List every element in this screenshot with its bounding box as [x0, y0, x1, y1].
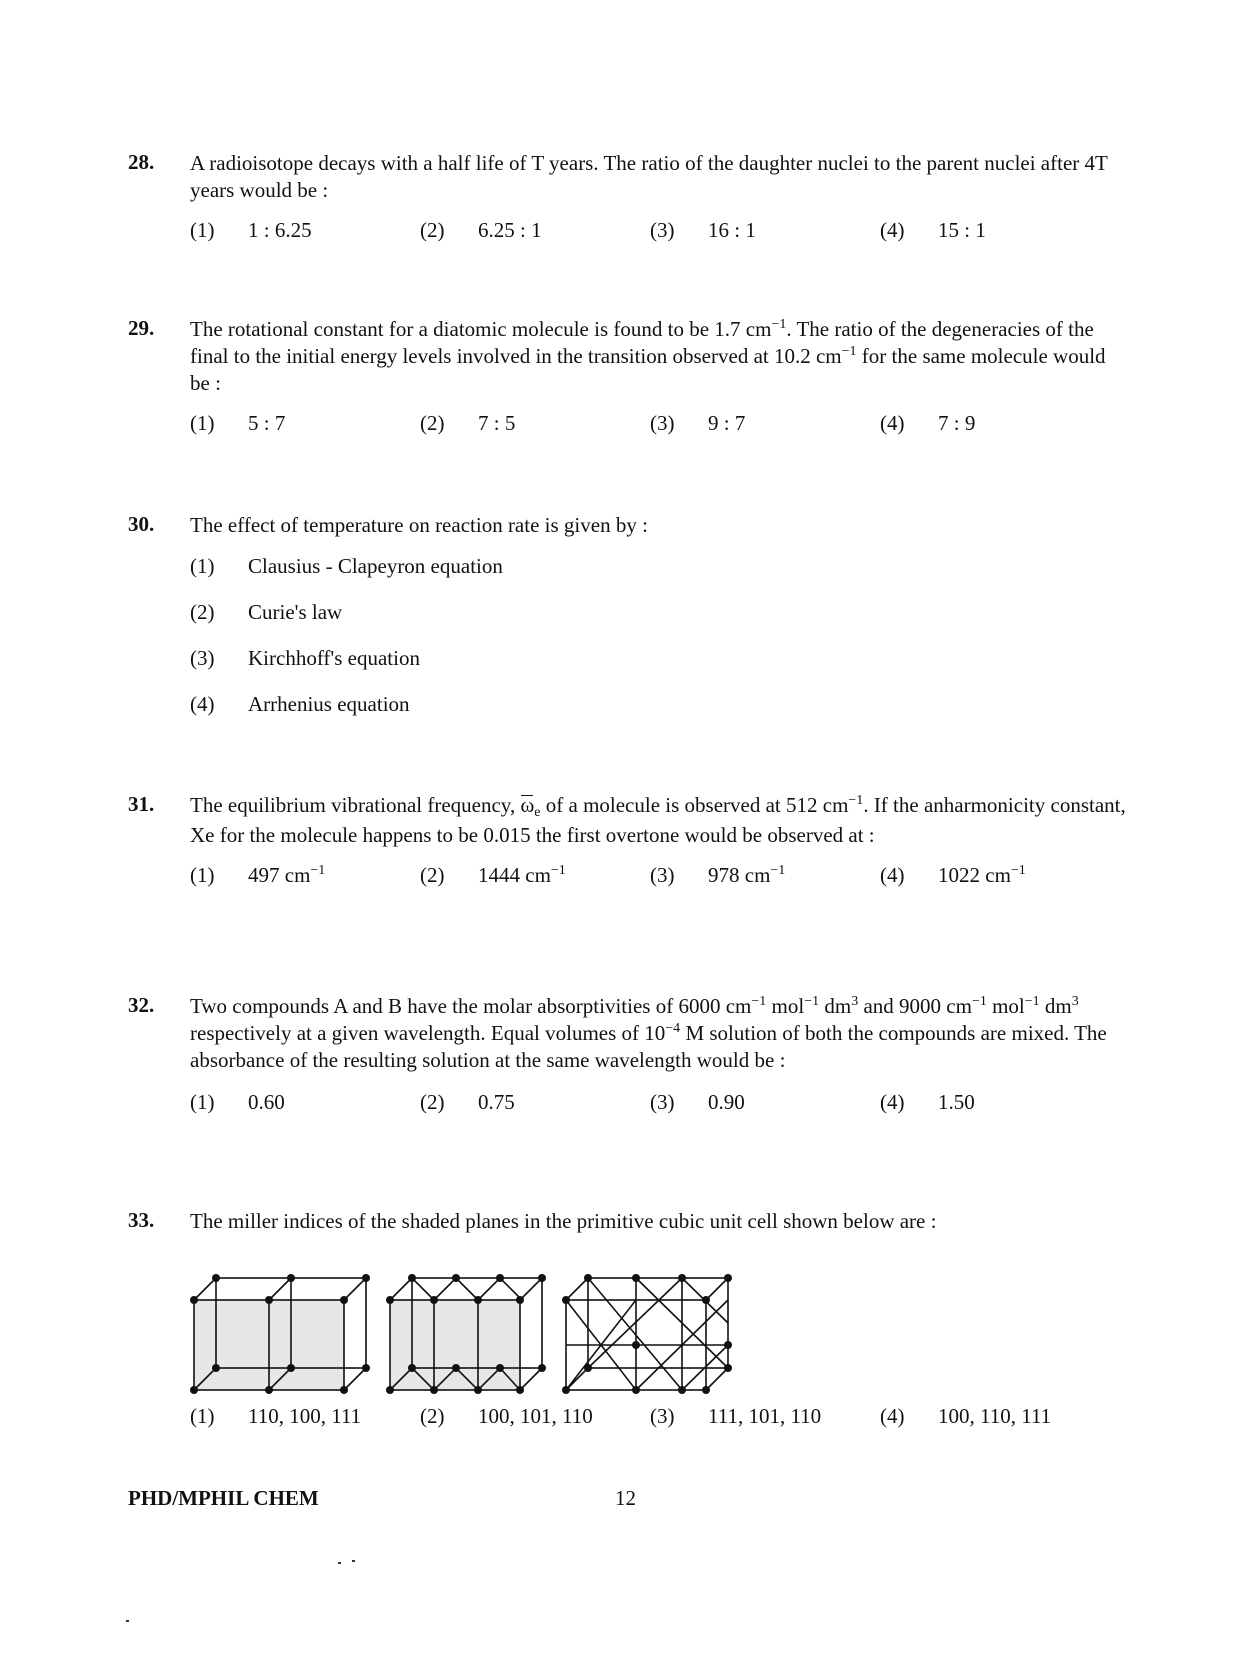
scan-speck: [338, 1562, 341, 1564]
question-31: [128, 792, 1128, 893]
option-1[interactable]: (1) 110, 100, 111: [190, 1404, 362, 1428]
option-2[interactable]: (2) 7 : 5: [420, 411, 516, 435]
question-30: [128, 512, 1128, 735]
option-3[interactable]: (3) 978 $cm^{-1}$: [650, 863, 786, 887]
option-1[interactable]: (1) Clausius - Clapeyron equation: [190, 554, 503, 578]
options-row: [190, 411, 1128, 441]
cell-figure-1: [190, 1274, 370, 1394]
options-row: [190, 1404, 1128, 1434]
page-number: 12: [615, 1486, 636, 1510]
omega-symbol: ω: [520, 793, 535, 817]
question-text: The effect of temperature on reaction rate is given by :: [190, 513, 648, 537]
cell-figure-3: [562, 1274, 732, 1394]
question-33: [128, 1208, 1128, 1235]
option-2[interactable]: (2) 6.25 : 1: [420, 218, 542, 242]
option-4[interactable]: (4) 1022 $cm^{-1}$: [880, 863, 1026, 887]
question-text: Two compounds A and B have the molar absorptivities of 6000 $cm^{-1}$ mol$^{-1}$ $dm^3$ and 9000 $cm^{-1}$ mol$^{-1}$ $dm^3$ respectively at a given wavelength. Equal volumes of $10^{-4}$ M solution of both the compounds are mixed. The absorbance of the resulting solution at the same wavelength would be :: [190, 994, 1107, 1072]
option-4[interactable]: (4) 15 : 1: [880, 218, 986, 242]
question-number: 33.: [128, 1208, 155, 1232]
option-3[interactable]: (3) Kirchhoff's equation: [190, 646, 420, 670]
question-28: [128, 150, 1128, 248]
question-text: The miller indices of the shaded planes in the primitive cubic unit cell shown below are :: [190, 1209, 937, 1233]
question-32: [128, 993, 1128, 1120]
option-3[interactable]: (3) 9 : 7: [650, 411, 746, 435]
option-3[interactable]: (3) 16 : 1: [650, 218, 756, 242]
paper-code: PHD/MPHIL CHEM: [128, 1486, 319, 1510]
option-2[interactable]: (2) 1444 $cm^{-1}$: [420, 863, 566, 887]
question-text: The equilibrium vibrational frequency, ωe of a molecule is observed at 512 $cm^{-1}$. If the anharmonicity constant, Xe for the molecule happens to be 0.015 the first overtone would be observed at :: [190, 793, 1126, 847]
question-29: [128, 316, 1128, 441]
options-list: [190, 551, 1128, 735]
options-row: [190, 863, 1128, 893]
option-1[interactable]: (1) 1 : 6.25: [190, 218, 312, 242]
question-33-options: [128, 1404, 1128, 1434]
unit-cell-figures: [190, 1272, 790, 1412]
scan-speck: [352, 1560, 355, 1562]
question-number: 29.: [128, 316, 155, 340]
question-number: 31.: [128, 792, 155, 816]
shaded-plane: [390, 1300, 520, 1390]
options-row: [190, 1090, 1128, 1120]
option-2[interactable]: (2) Curie's law: [190, 600, 343, 624]
option-4[interactable]: (4) 1.50: [880, 1090, 975, 1114]
cell-diagonals: [566, 1278, 728, 1390]
question-number: 28.: [128, 150, 155, 174]
question-number: 32.: [128, 993, 155, 1017]
option-1[interactable]: (1) 5 : 7: [190, 411, 286, 435]
options-row: [190, 218, 1128, 248]
cell-figure-2: [386, 1274, 546, 1394]
option-2[interactable]: (2) 0.75: [420, 1090, 515, 1114]
option-3[interactable]: (3) 0.90: [650, 1090, 745, 1114]
question-number: 30.: [128, 512, 155, 536]
option-4[interactable]: (4) Arrhenius equation: [190, 692, 410, 716]
option-1[interactable]: (1) 497 $cm^{-1}$: [190, 863, 326, 887]
option-1[interactable]: (1) 0.60: [190, 1090, 285, 1114]
option-4[interactable]: (4) 100, 110, 111: [880, 1404, 1052, 1428]
option-2[interactable]: (2) 100, 101, 110: [420, 1404, 593, 1428]
option-4[interactable]: (4) 7 : 9: [880, 411, 976, 435]
option-3[interactable]: (3) 111, 101, 110: [650, 1404, 822, 1428]
question-text: A radioisotope decays with a half life of T years. The ratio of the daughter nuclei to the parent nuclei after 4T years would be :: [190, 151, 1108, 202]
question-text: The rotational constant for a diatomic molecule is found to be 1.7 $cm^{-1}$. The ratio of the degeneracies of the final to the initial energy levels involved in the transition observed at 10.2 $cm^{-1}$ for the same molecule would be :: [190, 317, 1106, 395]
scan-speck: [126, 1620, 129, 1622]
